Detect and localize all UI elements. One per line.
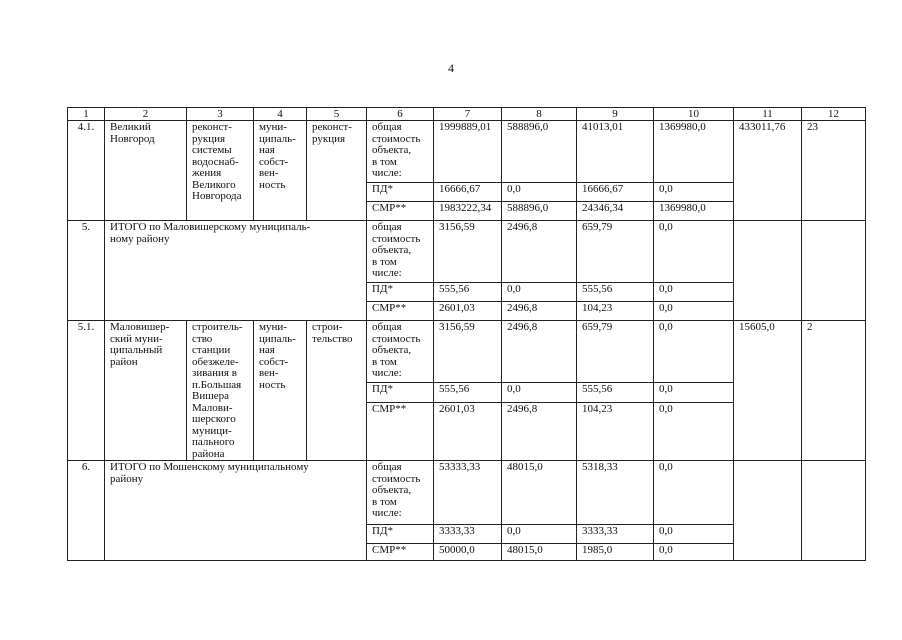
district-total-title: ИТОГО по Мошенскому муниципальному району [105,461,367,561]
object-name: Маловишер- ский муни- ципальный район [105,321,187,461]
column-number: 6 [367,108,434,121]
cost-value: 0,0 [654,525,734,544]
cost-value: 2601,03 [434,302,502,321]
cost-value: 48015,0 [502,461,577,525]
column-number: 2 [105,108,187,121]
col12-value: 2 [802,321,866,461]
cost-value: 16666,67 [434,183,502,202]
cost-label: ПД* [367,283,434,302]
cost-value: 104,23 [577,402,654,460]
cost-value: 659,79 [577,221,654,283]
column-number: 3 [187,108,254,121]
object-purpose: реконст- рукция системы водоснаб- жения Великого Новгорода [187,121,254,221]
cost-value: 50000,0 [434,544,502,561]
table-row [68,121,866,183]
cost-value: 2496,8 [502,321,577,383]
cost-value: 16666,67 [577,183,654,202]
cost-value: 0,0 [654,321,734,383]
cost-label: общая стоимость объекта, в том числе: [367,461,434,525]
cost-value: 1983222,34 [434,202,502,221]
row-number: 5.1. [68,321,105,461]
cost-value: 24346,34 [577,202,654,221]
cost-value: 1369980,0 [654,121,734,183]
object-purpose: строитель- ство станции обезжеле- зивания в п.Большая Вишера Малови- шерского муници- пального района [187,321,254,461]
col12-value [802,461,866,561]
cost-value: 0,0 [654,183,734,202]
cost-value: 0,0 [502,383,577,402]
cost-label: СМР** [367,302,434,321]
col11-value [734,461,802,561]
col11-value [734,221,802,321]
cost-label: СМР** [367,544,434,561]
cost-value: 588896,0 [502,121,577,183]
cost-label: ПД* [367,183,434,202]
col12-value [802,221,866,321]
object-name: Великий Новгород [105,121,187,221]
cost-value: 104,23 [577,302,654,321]
row-number: 5. [68,221,105,321]
work-type: реконст- рукция [307,121,367,221]
col11-value: 15605,0 [734,321,802,461]
cost-value: 1985,0 [577,544,654,561]
row-number: 4.1. [68,121,105,221]
cost-label: ПД* [367,525,434,544]
cost-value: 0,0 [654,461,734,525]
column-number: 10 [654,108,734,121]
cost-value: 2496,8 [502,302,577,321]
cost-value: 0,0 [654,221,734,283]
cost-value: 2496,8 [502,221,577,283]
cost-label: ПД* [367,383,434,402]
column-number: 9 [577,108,654,121]
col11-value: 433011,76 [734,121,802,221]
cost-value: 3156,59 [434,221,502,283]
ownership: муни- ципаль- ная собст- вен- ность [254,121,307,221]
cost-value: 41013,01 [577,121,654,183]
cost-value: 1999889,01 [434,121,502,183]
column-number: 11 [734,108,802,121]
table-row [68,321,866,383]
cost-value: 1369980,0 [654,202,734,221]
district-total-title: ИТОГО по Маловишерскому муниципаль- ному району [105,221,367,321]
column-number: 12 [802,108,866,121]
cost-value: 3333,33 [434,525,502,544]
cost-value: 555,56 [434,283,502,302]
cost-value: 0,0 [502,183,577,202]
col12-value: 23 [802,121,866,221]
table-row [68,221,866,283]
cost-label: СМР** [367,402,434,460]
cost-label: общая стоимость объекта, в том числе: [367,321,434,383]
column-number: 5 [307,108,367,121]
cost-value: 3333,33 [577,525,654,544]
row-number: 6. [68,461,105,561]
table-row [68,461,866,525]
column-number: 4 [254,108,307,121]
cost-value: 3156,59 [434,321,502,383]
work-type: строи- тельство [307,321,367,461]
cost-value: 2496,8 [502,402,577,460]
page-number: 4 [448,61,454,75]
cost-value: 0,0 [654,302,734,321]
cost-value: 2601,03 [434,402,502,460]
cost-value: 5318,33 [577,461,654,525]
column-number-row [68,108,866,121]
investment-table [67,107,866,561]
cost-value: 555,56 [577,383,654,402]
cost-value: 659,79 [577,321,654,383]
cost-label: СМР** [367,202,434,221]
cost-value: 53333,33 [434,461,502,525]
column-number: 8 [502,108,577,121]
column-number: 7 [434,108,502,121]
ownership: муни- ципаль- ная собст- вен- ность [254,321,307,461]
cost-value: 0,0 [654,402,734,460]
column-number: 1 [68,108,105,121]
cost-value: 48015,0 [502,544,577,561]
cost-value: 555,56 [434,383,502,402]
cost-value: 0,0 [654,283,734,302]
cost-value: 0,0 [654,383,734,402]
cost-value: 0,0 [502,525,577,544]
cost-value: 555,56 [577,283,654,302]
cost-value: 0,0 [654,544,734,561]
cost-label: общая стоимость объекта, в том числе: [367,121,434,183]
cost-value: 0,0 [502,283,577,302]
cost-label: общая стоимость объекта, в том числе: [367,221,434,283]
cost-value: 588896,0 [502,202,577,221]
